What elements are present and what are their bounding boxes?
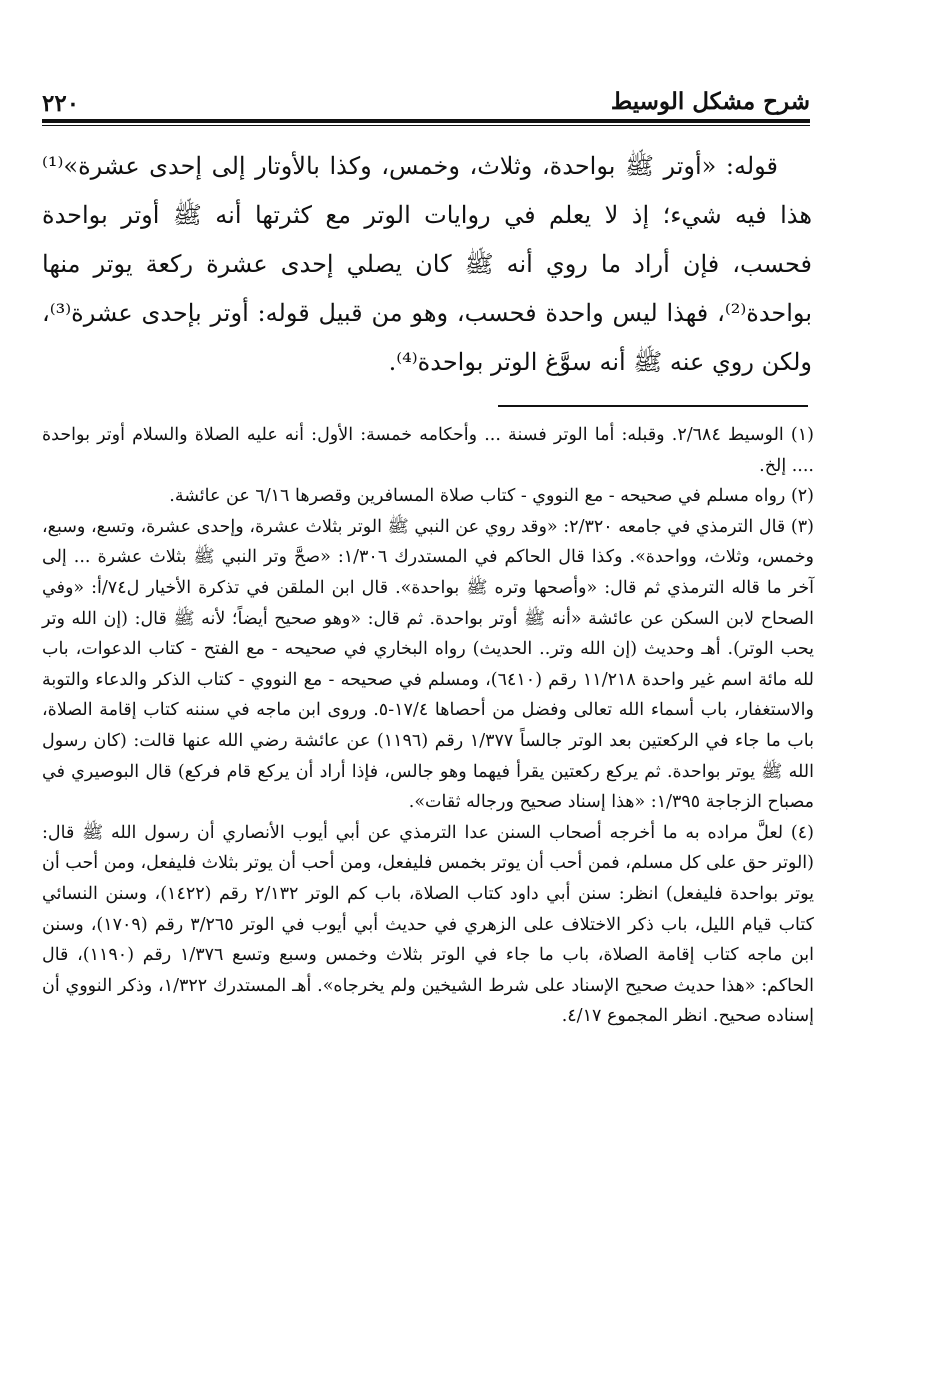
footnotes xyxy=(42,420,814,1032)
header-rule xyxy=(42,119,810,123)
footnote-4: (٤) لعلَّ مراده به ما أخرجه أصحاب السنن عدا الترمذي عن أبي أيوب الأنصاري أن رسول الله ﷺ قال: (الوتر حق على كل مسلم، فمن أحب أن يوتر بخمس فليفعل، ومن أحب أن يوتر بثلاث فليفعل، ومن أحب أن يوتر بواحدة فليفعل) انظر: سنن أبي داود كتاب الصلاة، باب كم الوتر ٢/١٣٢ رقم (١٤٢٢)، وسنن النسائي كتاب قيام الليل، باب ذكر الاختلاف على الزهري في حديث أبي أيوب في الوتر ٣/٢٦٥ رقم (١٧٠٩)، وسنن ابن ماجه كتاب إقامة الصلاة، باب ما جاء في الوتر بثلاث وخمس وسبع وتسع ١/٣٧٦ رقم (١١٩٠)، قال الحاكم: «هذا حديث صحيح الإسناد على شرط الشيخين ولم يخرجاه». أهـ المستدرك ١/٣٢٢، وذكر النووي أن إسناده صحيح. انظر المجموع ٤/١٧. xyxy=(42,822,815,1027)
running-title: شرح مشكل الوسيط xyxy=(610,88,810,115)
page-header xyxy=(42,82,810,116)
main-text xyxy=(42,142,812,387)
footnote-2: (٢) رواه مسلم في صحيحه - مع النووي - كتاب صلاة المسافرين وقصرها ٦/١٦ عن عائشة. xyxy=(169,486,814,507)
page-number: ٢٢٠ xyxy=(42,90,80,117)
main-paragraph: قوله: «أوتر ﷺ بواحدة، وثلاث، وخمس، وكذا بالأوتار إلى إحدى عشرة»⁽¹⁾ هذا فيه شيء؛ إذ لا يعلم في روايات الوتر مع كثرتها أنه ﷺ أوتر بواحدة فحسب، فإن أراد ما روي أنه ﷺ كان يصلي إحدى عشرة ركعة يوتر منها بواحدة⁽²⁾، فهذا ليس واحدة فحسب، وهو من قبيل قوله: أوتر بإحدى عشرة⁽³⁾، ولكن روي عنه ﷺ أنه سوَّغ الوتر بواحدة⁽⁴⁾. xyxy=(42,152,812,376)
footnote-3: (٣) قال الترمذي في جامعه ٢/٣٢٠: «وقد روي عن النبي ﷺ الوتر بثلاث عشرة، وإحدى عشرة، وتسع، وسبع، وخمس، وثلاث، وواحدة». وكذا قال الحاكم في المستدرك ١/٣٠٦: «صحَّ وتر النبي ﷺ بثلاث عشرة ... إلى آخر ما قاله الترمذي ثم قال: «وأصحها وتره ﷺ بواحدة». قال ابن الملقن في تذكرة الأخيار ل٧٤/أ: «وفي الصحاح لابن السكن عن عائشة «أنه ﷺ أوتر بواحدة. ثم قال: «وهو صحيح أيضاً؛ لأنه ﷺ قال: (إن الله وتر يحب الوتر). أهـ وحديث (إن الله وتر.. الحديث) رواه البخاري في صحيحه - مع الفتح - كتاب الدعوات، باب لله مائة اسم غير واحدة ١١/٢١٨ رقم (٦٤١٠)، ومسلم في صحيحه - مع النووي - كتاب الذكر والدعاء والتوبة والاستغفار، باب أسماء الله تعالى وفضل من أحصاها ١٧/٤-٥. وروى ابن ماجه في سننه كتاب إقامة الصلاة، باب ما جاء في الركعتين بعد الوتر جالساً ١/٣٧٧ رقم (١١٩٦) عن عائشة رضي الله عنها قالت: (كان رسول الله ﷺ يوتر بواحدة. ثم يركع ركعتين يقرأ فيهما وهو جالس، فإذا أراد أن يركع قام فركع) قال البوصيري في مصباح الزجاجة ١/٣٩٥: «هذا إسناد صحيح ورجاله ثقات». xyxy=(42,516,814,813)
header-rule-thin xyxy=(42,125,810,126)
footnote-separator xyxy=(498,405,808,407)
footnote-1: (١) الوسيط ٢/٦٨٤. وقبله: أما الوتر فسنة ... وأحكامه خمسة: الأول: أنه عليه الصلاة والسلام أوتر بواحدة .... إلخ. xyxy=(42,425,814,476)
